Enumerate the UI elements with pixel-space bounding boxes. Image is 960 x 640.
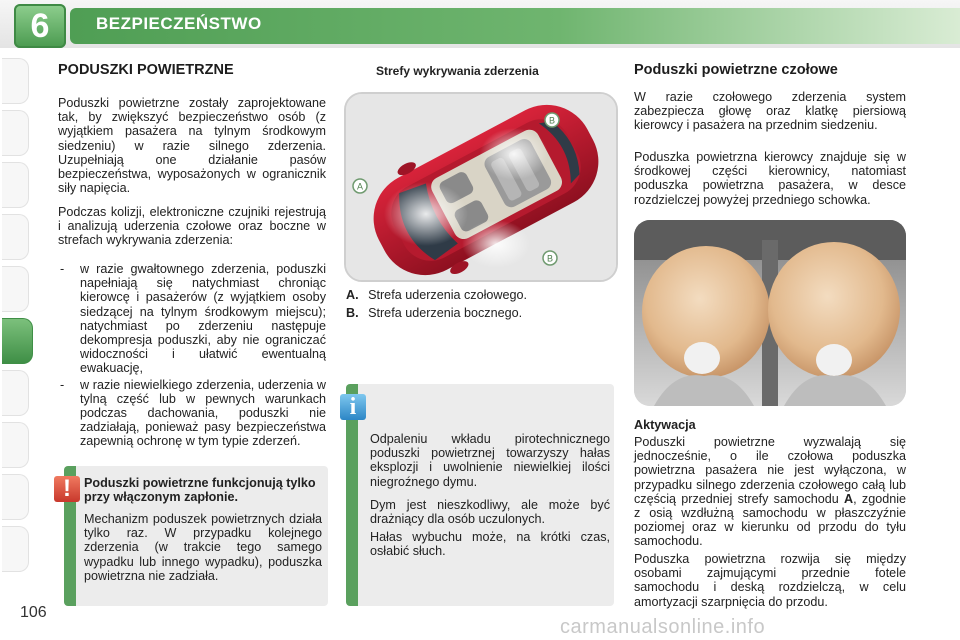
zone-reference: A bbox=[844, 491, 854, 506]
section-heading: PODUSZKI POWIETRZNE bbox=[58, 62, 234, 78]
zone-label-b-top bbox=[545, 113, 559, 127]
chapter-tab[interactable] bbox=[2, 526, 29, 572]
watermark: carmanualsonline.info bbox=[560, 616, 766, 638]
page-number: 106 bbox=[20, 604, 47, 621]
legend-key: A. bbox=[346, 288, 359, 302]
front-airbags-heading: Poduszki powietrzne czołowe bbox=[634, 62, 838, 78]
airbags-deployed-illustration bbox=[634, 220, 906, 406]
chapter-tabs bbox=[0, 58, 40, 578]
info-paragraph: Dym jest nieszkodliwy, ale może być drażniący dla osób uczulonych. bbox=[370, 498, 610, 527]
info-paragraph: Hałas wybuchu może, na krótki czas, osłabić słuch. bbox=[370, 530, 610, 559]
svg-text:A: A bbox=[356, 181, 364, 192]
list-item: - w razie niewielkiego zderzenia, uderzenia w tylną część lub w pewnych warunkach podczas dachowania, poduszki nie zadziałają, ponieważ pasy bezpieczeństwa zapewnią ochronę w tym typie zderzeń. bbox=[58, 378, 326, 449]
warning-icon: ! bbox=[54, 476, 80, 502]
legend-text: Strefa uderzenia bocznego. bbox=[368, 306, 523, 320]
info-icon: i bbox=[340, 394, 366, 420]
deployment-paragraph: Poduszka powietrzna rozwija się między osobami zajmującymi przednie fotele samochodu i deską rozdzielczą, w celu amortyzacji szarpnięcia do przodu. bbox=[634, 552, 906, 609]
collision-paragraph: Podczas kolizji, elektroniczne czujniki rejestrują i analizują uderzenia czołowe oraz boczne w strefach wykrywania zderzenia: bbox=[58, 205, 326, 248]
info-note bbox=[346, 384, 614, 606]
list-item: - w razie gwałtownego zderzenia, poduszki napełniają się natychmiast chroniąc kierowcę i pasażerów (z wyjątkiem osoby siedzącej na tylnym środkowym miejscu); natychmiast po zderzeniu następuje dekompresja poduszki, aby nie ograniczać widoczności i ułatwić ewentualną ewakuację, bbox=[58, 262, 326, 376]
collision-list bbox=[58, 262, 326, 451]
front-airbags-location: Poduszka powietrzna kierowcy znajduje się w środkowej części kierownicy, natomiast poduszka powietrzna pasażera, w desce rozdzielczej powyżej przedniego schowka. bbox=[634, 150, 906, 207]
chapter-tab[interactable] bbox=[2, 474, 29, 520]
info-paragraph: Odpaleniu wkładu pirotechnicznego poduszki powietrznej towarzyszy hałas eksplozji i uwolnienie niewielkiej ilości niegroźnego dymu. bbox=[370, 432, 610, 489]
activation-text: Poduszki powietrzne wyzwalają się jednocześnie, o ile czołowa poduszka powietrzna pasażera nie jest wyłączona, w przypadku silnego zderzenia czołowego całą lub częścią przedniej strefy samochodu bbox=[634, 435, 906, 506]
intro-paragraph: Poduszki powietrzne zostały zaprojektowane tak, by zwiększyć bezpieczeństwo osób (z wyjątkiem pasażera na tylnym środkowym siedzeniu) w razie silnego zderzenia. Uzupełniają one działanie pasów bezpieczeństwa, wyposażonych w ogranicznik siły napięcia. bbox=[58, 96, 326, 196]
legend-key: B. bbox=[346, 306, 359, 320]
chapter-tab[interactable] bbox=[2, 370, 29, 416]
chapter-tab[interactable] bbox=[2, 266, 29, 312]
chapter-tab[interactable] bbox=[2, 58, 29, 104]
car-topview-illustration bbox=[346, 94, 616, 280]
chapter-tab[interactable] bbox=[2, 162, 29, 208]
legend-item-b bbox=[346, 306, 522, 320]
warning-note bbox=[64, 466, 328, 606]
zones-title: Strefy wykrywania zderzenia bbox=[376, 64, 539, 78]
warning-text: Mechanizm poduszek powietrznych działa tylko raz. W przypadku kolejnego zderzenia (w trakcie tego samego wypadku lub innego wypadku), poduszka powietrzna nie zadziała. bbox=[84, 512, 322, 583]
chapter-number: 6 bbox=[14, 4, 66, 48]
warning-title: Poduszki powietrzne funkcjonują tylko przy włączonym zapłonie. bbox=[84, 476, 316, 505]
activation-text-cont: , zgodnie z osią wzdłużną samochodu w płaszczyźnie poziomej oraz w kierunku od przodu do tyłu samochodu. bbox=[634, 491, 907, 549]
activation-paragraph bbox=[634, 435, 906, 549]
svg-text:B: B bbox=[546, 253, 554, 264]
activation-heading: Aktywacja bbox=[634, 418, 696, 432]
zone-label-b-bottom bbox=[543, 251, 557, 265]
zone-label-a bbox=[353, 179, 367, 193]
chapter-tab[interactable] bbox=[2, 422, 29, 468]
svg-text:B: B bbox=[548, 115, 556, 126]
chapter-tab[interactable] bbox=[2, 214, 29, 260]
car-zones-diagram bbox=[344, 92, 618, 282]
chapter-title: BEZPIECZEŃSTWO bbox=[96, 14, 262, 33]
chapter-tab[interactable] bbox=[2, 110, 29, 156]
legend-text: Strefa uderzenia czołowego. bbox=[368, 288, 528, 302]
legend-item-a bbox=[346, 288, 527, 302]
chapter-tab-active[interactable] bbox=[2, 318, 33, 364]
front-airbags-paragraph: W razie czołowego zderzenia system zabezpiecza głowę oraz klatkę piersiową kierowcy i pasażera na przednim siedzeniu. bbox=[634, 90, 906, 133]
